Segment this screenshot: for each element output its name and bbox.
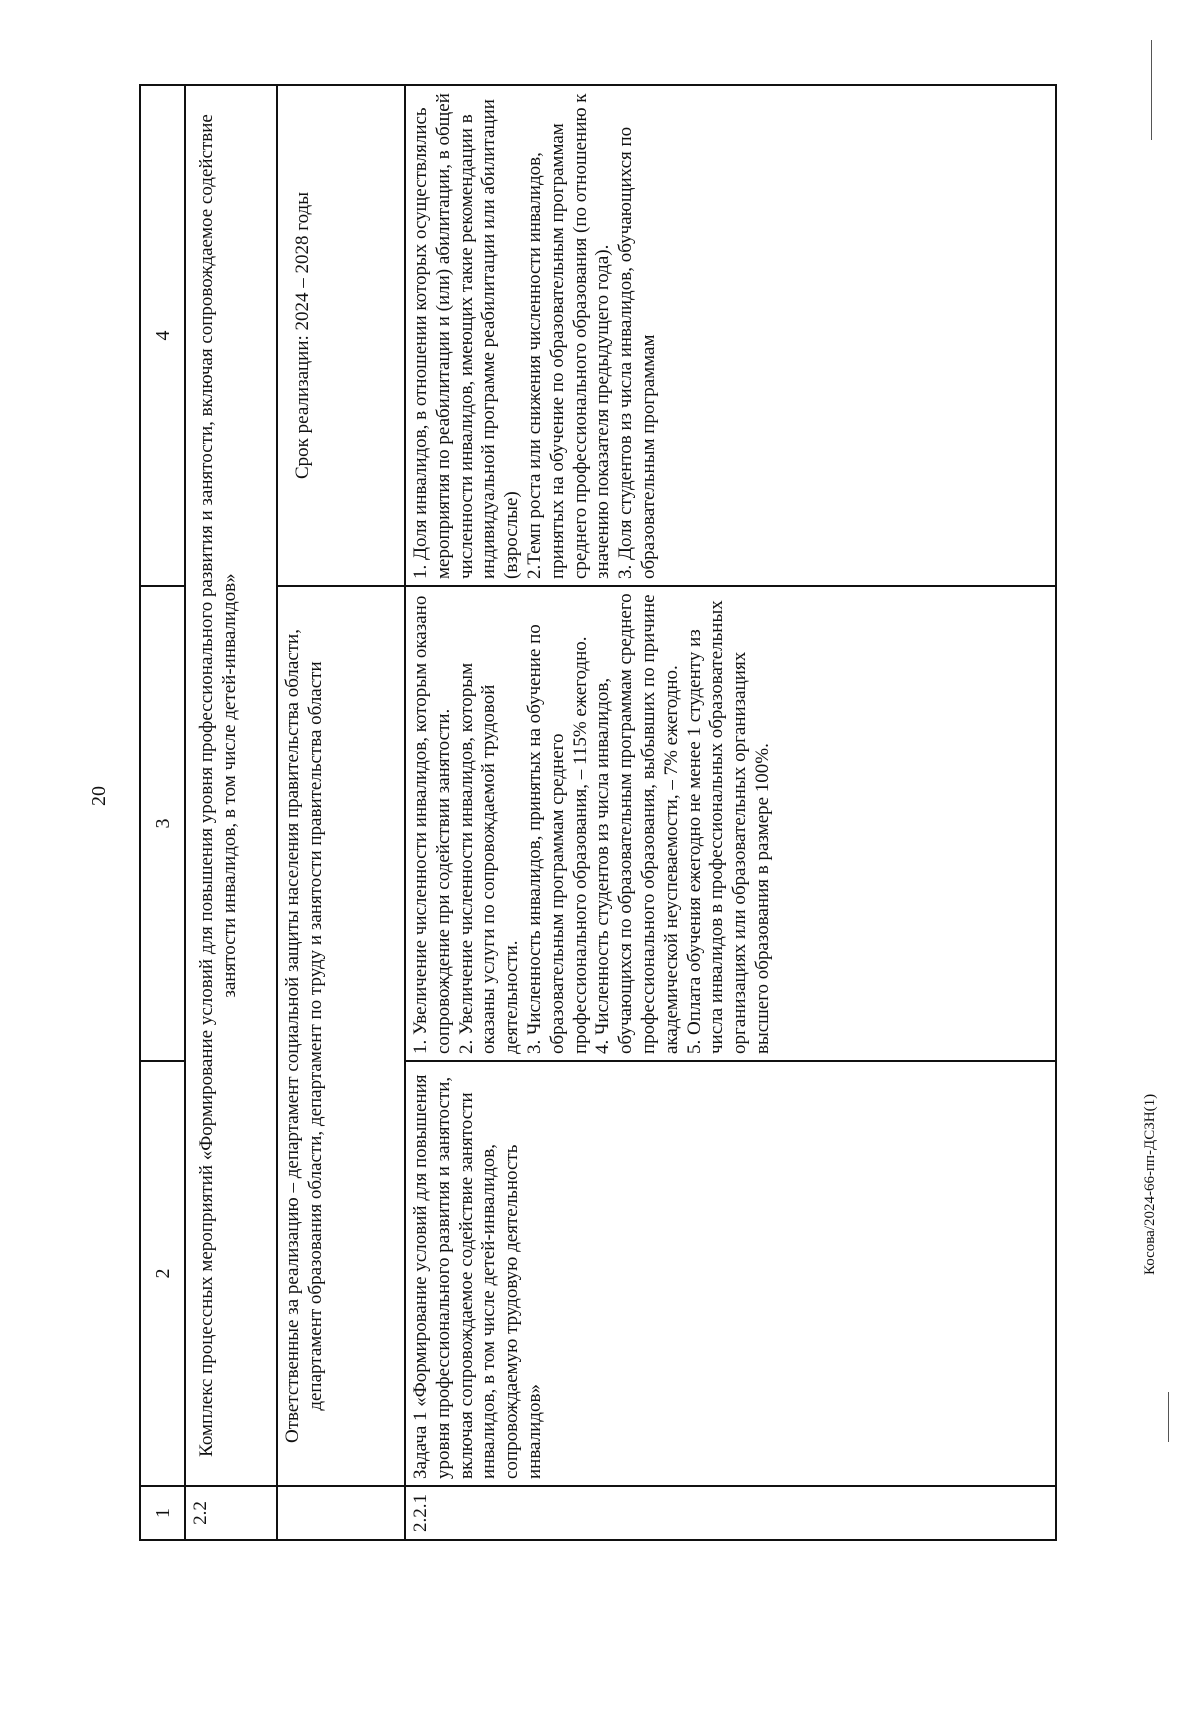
complex-title: Комплекс процессных мероприятий «Формирование условий для повышения уровня профессионального развития и занятости, включая сопровождаемое содействие занятости инвалидов, в том числе детей-инвалидов» — [185, 85, 277, 1486]
indicator-item: 1. Доля инвалидов, в отношении которых осуществлялись мероприятия по реабилитации и (или) абилитации, в общей численности инвалидов, имеющих такие рекомендации в индивидуальной программе реабилитации или абилитации (взрослые) — [410, 93, 523, 579]
deadline-text: Срок реализации: 2024 – 2028 годы — [277, 85, 405, 586]
header-col-2: 2 — [140, 1061, 185, 1486]
task-text: Задача 1 «Формирование условий для повышения уровня профессионального развития и занятости, включая сопровождаемое содействие занятости инвалидов, в том числе детей-инвалидов, сопровождаемую трудовую деятельность инвалидов» — [405, 1061, 1056, 1486]
header-col-3: 3 — [140, 586, 185, 1061]
indicator-item: 2.Темп роста или снижения численности инвалидов, принятых на обучение по образовательным программам среднего профессионального образования (по отношению к значению показателя предыдущего года). — [523, 93, 614, 579]
page-number: 20 — [88, 786, 110, 806]
responsible-row — [277, 85, 405, 1540]
scan-mark-top — [1151, 40, 1152, 140]
rotated-table-wrapper — [139, 86, 1057, 1541]
responsible-empty-cell — [277, 1486, 405, 1540]
task-number: 2.2.1 — [405, 1486, 1056, 1540]
complex-number: 2.2 — [185, 1486, 277, 1540]
task-results — [405, 586, 1056, 1061]
result-item: 2. Увеличение численности инвалидов, которым оказаны услуги по сопровождаемой трудовой деятельности. — [455, 662, 523, 1054]
task-row — [405, 85, 1056, 1540]
task-indicators — [405, 85, 1056, 586]
header-col-4: 4 — [140, 85, 185, 586]
responsible-text: Ответственные за реализацию – департамент социальной защиты населения правительства области, департамент образования области, департамент по труду и занятости правительства области — [277, 586, 405, 1486]
document-code: Косова/2024-66-пп-ДСЗН(1) — [1142, 1093, 1158, 1275]
result-item: 3. Численность инвалидов, принятых на обучение по образовательным программам среднего профессионального образования, – 115% ежегодно. — [523, 624, 591, 1054]
complex-row — [185, 85, 277, 1540]
header-row — [140, 85, 185, 1540]
program-table — [139, 84, 1057, 1541]
indicator-item: 3. Доля студентов из числа инвалидов, обучающихся по образовательным программам — [615, 126, 659, 579]
result-item: 5. Оплата обучения ежегодно не менее 1 студенту из числа инвалидов в профессиональных образовательных организациях или образовательных организациях высшего образования в размере 100%. — [683, 600, 773, 1054]
result-item: 1. Увеличение численности инвалидов, которым оказано сопровождение при содействии занятости. — [410, 595, 454, 1054]
result-item: 4. Численность студентов из числа инвалидов, обучающихся по образовательным программам среднего профессионального образования, выбывших по причине академической неуспеваемости, – 7% ежегодно. — [592, 593, 682, 1054]
header-col-1: 1 — [140, 1486, 185, 1540]
scan-mark-bottom — [1168, 1392, 1169, 1442]
